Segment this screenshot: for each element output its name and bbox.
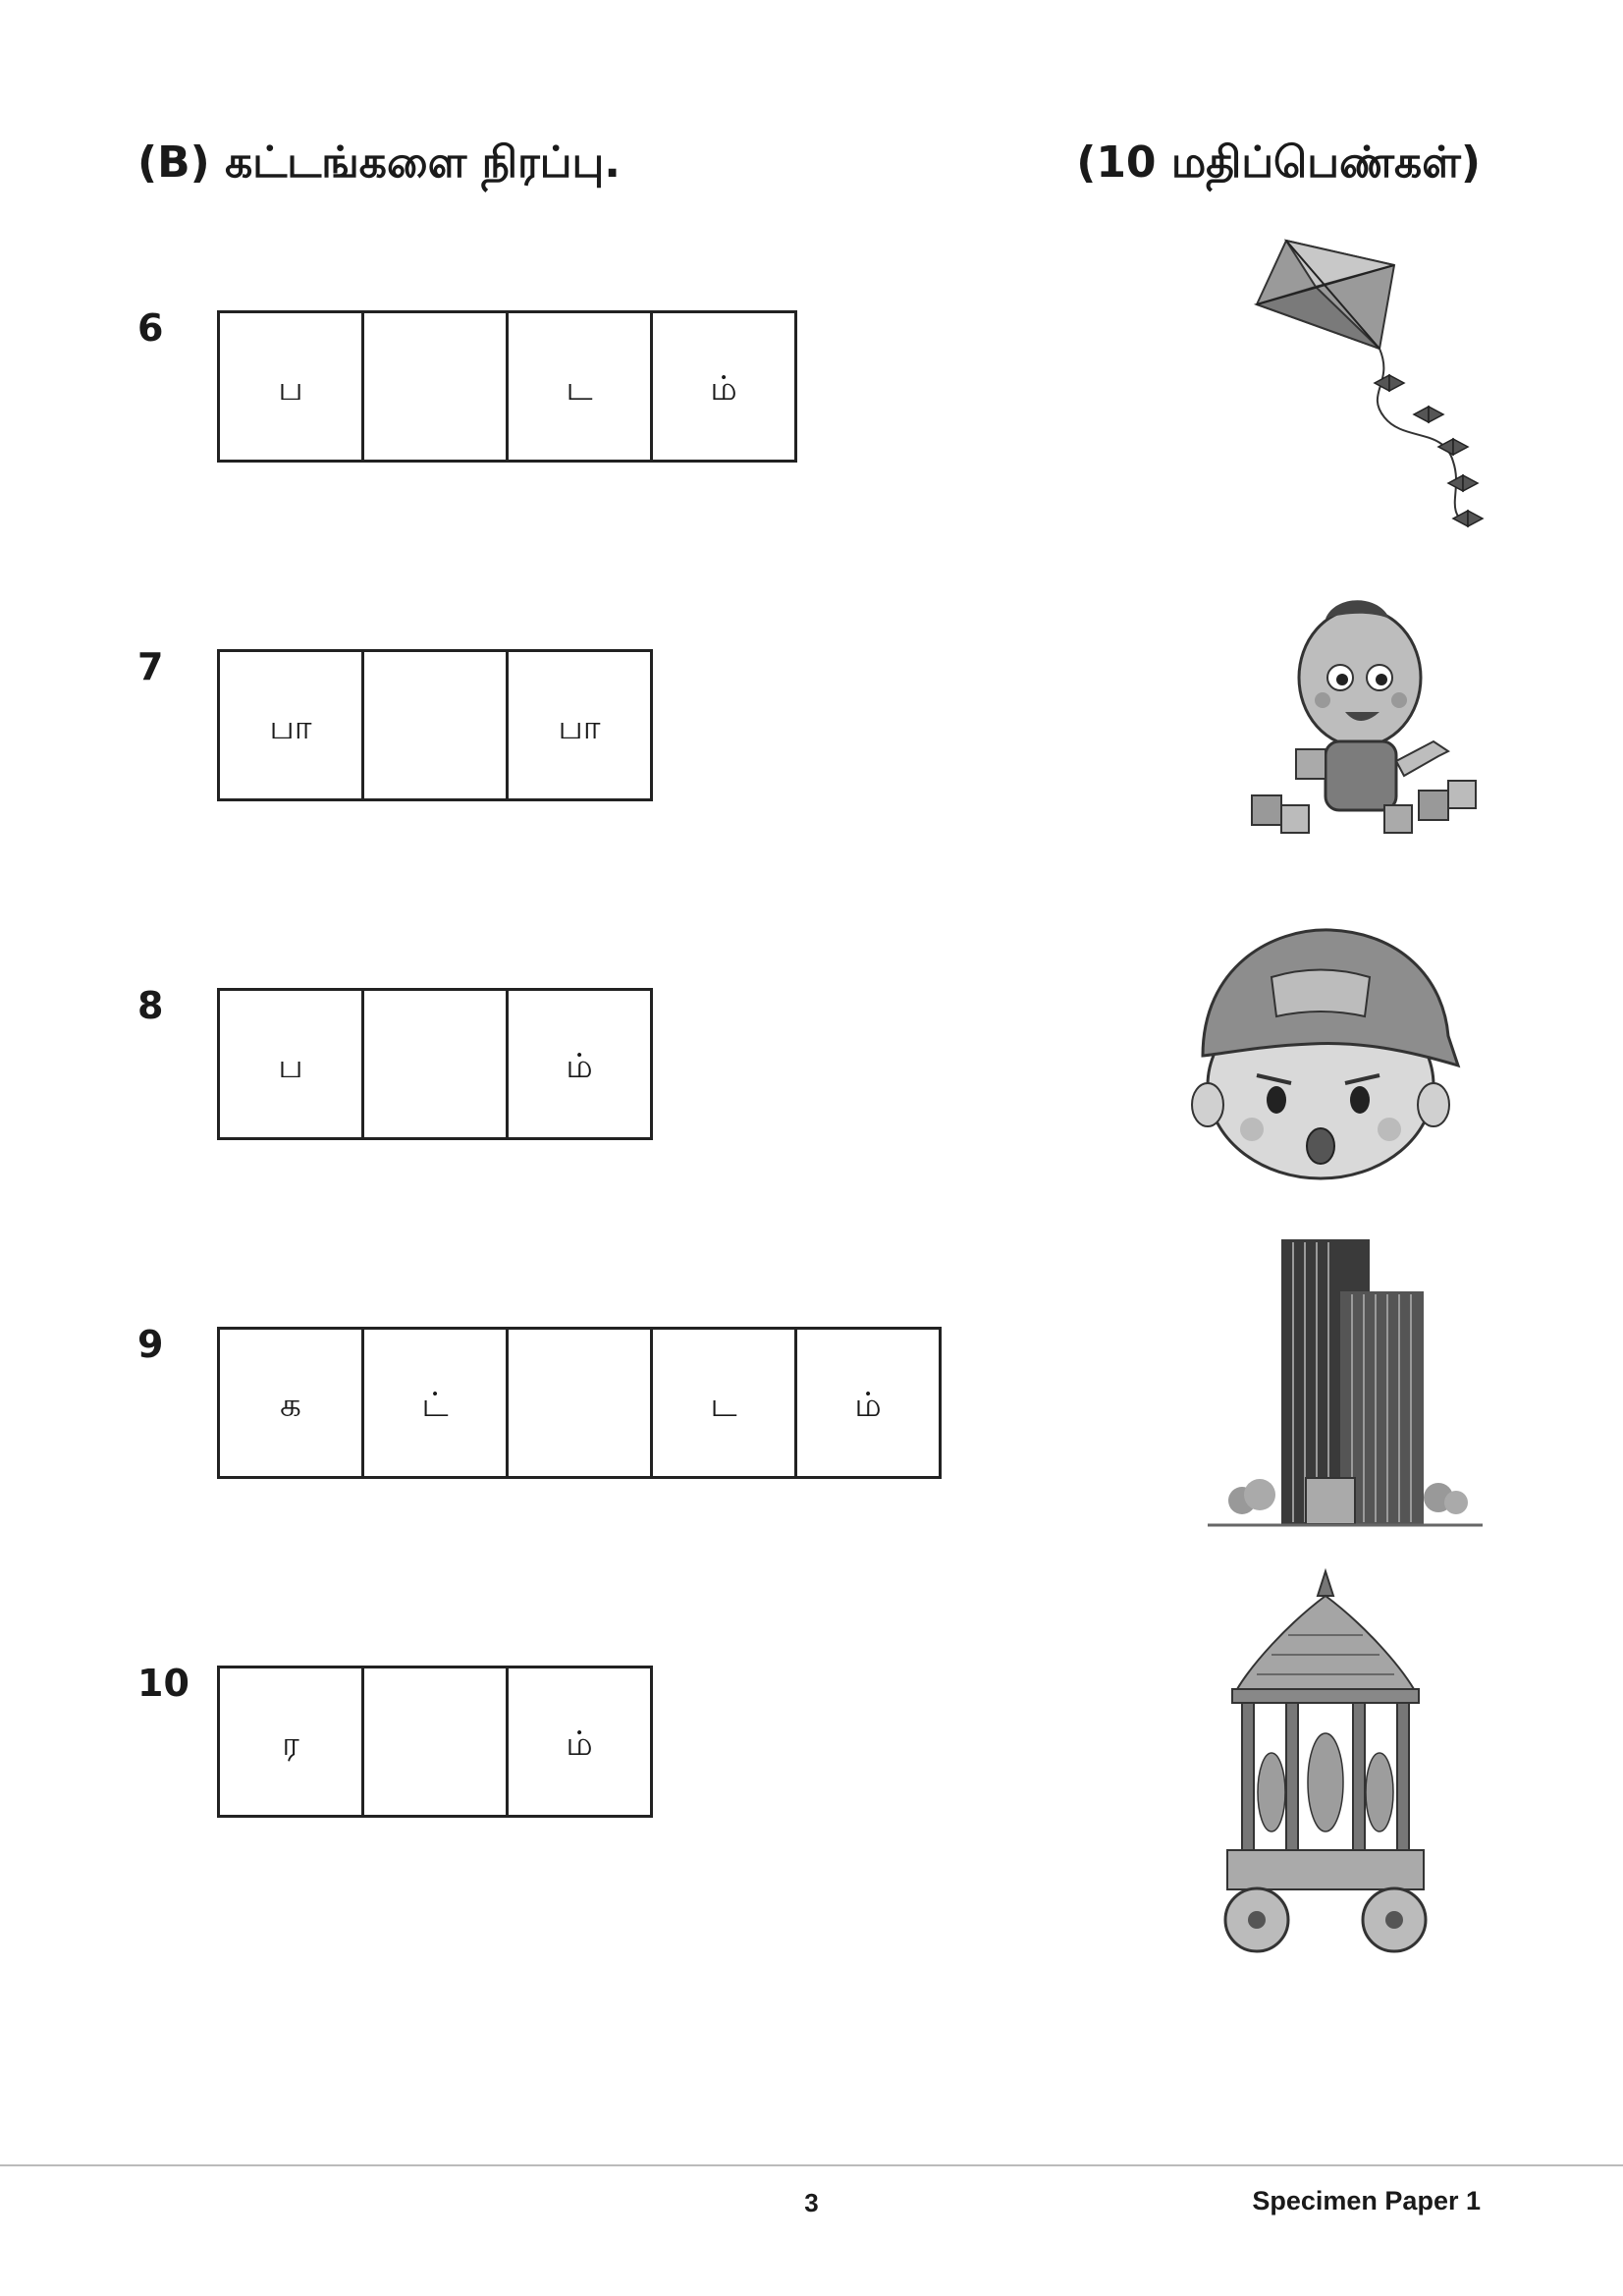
grid-cell-blank[interactable] [364, 991, 509, 1137]
letter-grid [217, 988, 653, 1140]
marks-label: (10 மதிப்பெண்கள்) [1076, 137, 1481, 188]
page-number: 3 [804, 2188, 819, 2217]
baby-image [1232, 584, 1488, 845]
grid-cell: ட [509, 313, 653, 460]
question-number: 8 [137, 984, 164, 1027]
question-number: 6 [137, 306, 164, 350]
grid-cell: ர [220, 1668, 364, 1815]
grid-cell-blank[interactable] [364, 652, 509, 798]
boy-face-image [1163, 918, 1478, 1183]
letter-grid [217, 1327, 942, 1479]
letter-grid [217, 1666, 653, 1818]
grid-cell: ப [220, 991, 364, 1137]
grid-cell: ம் [509, 1668, 653, 1815]
grid-cell: ட [653, 1330, 797, 1476]
grid-cell-blank[interactable] [509, 1330, 653, 1476]
grid-cell: ம் [797, 1330, 942, 1476]
grid-cell-blank[interactable] [364, 1668, 509, 1815]
building-image [1203, 1237, 1488, 1532]
grid-cell: ப [220, 313, 364, 460]
temple-chariot-image [1217, 1566, 1434, 1969]
section-heading: (B) கட்டங்களை நிரப்பு. [137, 137, 621, 188]
grid-cell: க [220, 1330, 364, 1476]
question-number: 9 [137, 1323, 164, 1366]
grid-cell-blank[interactable] [364, 313, 509, 460]
kite-image [1247, 226, 1492, 540]
grid-cell: ம் [509, 991, 653, 1137]
question-number: 10 [137, 1662, 189, 1705]
footer-divider [0, 2164, 1623, 2166]
grid-cell: பா [509, 652, 653, 798]
grid-cell: ம் [653, 313, 797, 460]
letter-grid [217, 310, 797, 463]
grid-cell: ட் [364, 1330, 509, 1476]
footer-label: Specimen Paper 1 [1252, 2186, 1481, 2215]
letter-grid [217, 649, 653, 801]
grid-cell: பா [220, 652, 364, 798]
question-number: 7 [137, 645, 164, 688]
